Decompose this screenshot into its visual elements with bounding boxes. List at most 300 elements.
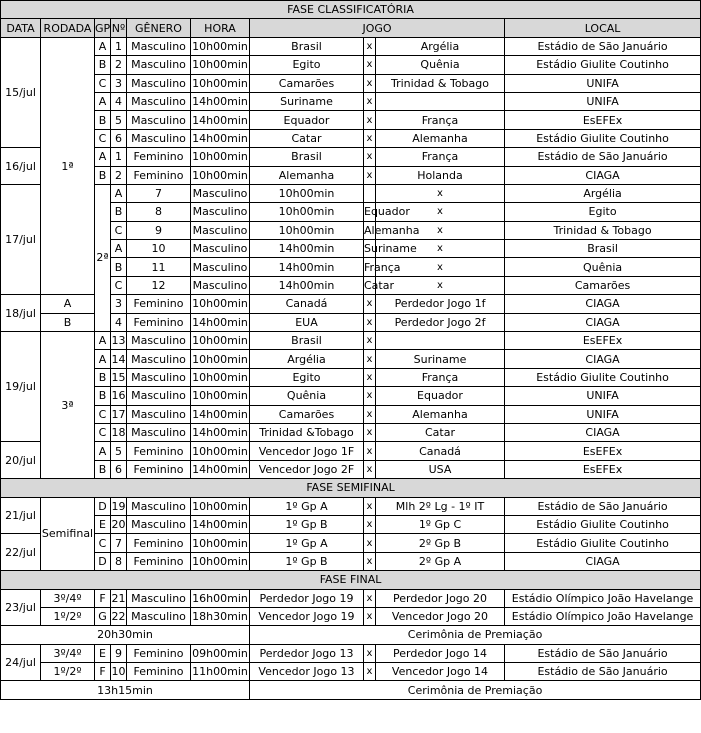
match-num-cell: 2 <box>111 166 127 184</box>
group-cell: A <box>111 240 127 258</box>
column-header-row <box>1 19 701 37</box>
vs-cell: x <box>364 405 376 423</box>
time-cell: 14h00min <box>191 313 250 331</box>
venue-cell: Estádio de São Januário <box>505 644 701 662</box>
round-cell: 3ª <box>41 332 95 479</box>
team1-cell: Equador <box>364 203 376 221</box>
team1-cell: EUA <box>250 313 364 331</box>
gender-cell: Masculino <box>127 368 191 386</box>
date-cell: 17/jul <box>1 184 41 294</box>
time-cell: 10h00min <box>191 37 250 55</box>
vs-cell: x <box>364 663 376 681</box>
venue-cell: UNIFA <box>505 92 701 110</box>
team1-cell: Vencedor Jogo 19 <box>250 607 364 625</box>
venue-cell: EsEFEx <box>505 442 701 460</box>
group-cell: D <box>95 497 111 515</box>
venue-cell: Estádio Giulite Coutinho <box>505 515 701 533</box>
ceremony-event-cell: Cerimônia de Premiação <box>250 626 701 644</box>
venue-cell: Estádio Olímpico João Havelange <box>505 607 701 625</box>
vs-cell: x <box>364 368 376 386</box>
venue-cell: CIAGA <box>505 350 701 368</box>
table-row <box>1 442 701 460</box>
vs-cell: x <box>364 295 376 313</box>
time-cell: 14h00min <box>250 258 364 276</box>
table-row <box>1 423 701 441</box>
time-cell: 14h00min <box>191 111 250 129</box>
time-cell: 14h00min <box>250 240 364 258</box>
group-cell: B <box>95 368 111 386</box>
match-num-cell: 4 <box>111 92 127 110</box>
table-row <box>1 515 701 533</box>
match-num-cell: 3 <box>111 295 127 313</box>
team2-cell: 2º Gp A <box>376 552 505 570</box>
team1-cell: 1º Gp B <box>250 552 364 570</box>
time-cell: 10h00min <box>191 368 250 386</box>
header-gp: GP <box>95 19 111 37</box>
gender-cell: Masculino <box>127 387 191 405</box>
vs-cell: x <box>364 515 376 533</box>
vs-cell: x <box>364 166 376 184</box>
date-cell: 24/jul <box>1 644 41 681</box>
venue-cell: UNIFA <box>505 74 701 92</box>
match-num-cell: 11 <box>127 258 191 276</box>
gender-cell: Masculino <box>127 74 191 92</box>
group-cell: A <box>41 295 95 313</box>
header-num: Nº <box>111 19 127 37</box>
team1-cell: Equador <box>250 111 364 129</box>
team2-cell: Perdedor Jogo 20 <box>376 589 505 607</box>
vs-cell: x <box>376 221 505 239</box>
group-cell: C <box>95 423 111 441</box>
team2-cell: Camarões <box>505 276 701 294</box>
team2-cell: Brasil <box>505 240 701 258</box>
venue-cell: Estádio de São Januário <box>505 148 701 166</box>
match-num-cell: 19 <box>111 497 127 515</box>
team2-cell: França <box>376 368 505 386</box>
group-cell: C <box>95 74 111 92</box>
table-row <box>1 552 701 570</box>
group-cell: B <box>95 460 111 478</box>
gender-cell: Masculino <box>127 607 191 625</box>
team2-cell: Vencedor Jogo 14 <box>376 663 505 681</box>
group-cell: A <box>111 184 127 202</box>
vs-cell: x <box>364 460 376 478</box>
group-cell: A <box>95 332 111 350</box>
vs-cell: x <box>364 350 376 368</box>
team1-cell: Vencedor Jogo 1F <box>250 442 364 460</box>
team2-cell: Holanda <box>376 166 505 184</box>
vs-cell: x <box>376 276 505 294</box>
team1-cell: 1º Gp A <box>250 497 364 515</box>
gender-cell: Masculino <box>127 497 191 515</box>
gender-cell: Masculino <box>191 276 250 294</box>
team1-cell: Brasil <box>250 148 364 166</box>
team2-cell: Alemanha <box>376 405 505 423</box>
date-cell: 23/jul <box>1 589 41 626</box>
team2-cell: Equador <box>376 387 505 405</box>
vs-cell: x <box>364 129 376 147</box>
team1-cell: Canadá <box>250 295 364 313</box>
group-cell: A <box>95 37 111 55</box>
section-title: FASE FINAL <box>1 571 701 589</box>
team2-cell: USA <box>376 460 505 478</box>
date-cell: 21/jul <box>1 497 41 534</box>
table-row <box>1 607 701 625</box>
gender-cell: Feminino <box>127 148 191 166</box>
group-cell: E <box>95 644 111 662</box>
time-cell: 10h00min <box>191 442 250 460</box>
match-num-cell: 9 <box>127 221 191 239</box>
team2-cell: França <box>376 111 505 129</box>
date-cell: 16/jul <box>1 148 41 185</box>
group-cell: F <box>95 589 111 607</box>
venue-cell: CIAGA <box>505 166 701 184</box>
table-row <box>1 350 701 368</box>
vs-cell: x <box>364 442 376 460</box>
venue-cell: UNIFA <box>505 405 701 423</box>
group-cell: B <box>111 203 127 221</box>
team1-cell: Trinidad &Tobago <box>250 423 364 441</box>
section-header-row <box>1 571 701 589</box>
team1-cell: Vencedor Jogo 2F <box>250 460 364 478</box>
group-cell: B <box>95 387 111 405</box>
gender-cell: Masculino <box>191 240 250 258</box>
round-cell: 2ª <box>95 184 111 331</box>
vs-cell: x <box>364 589 376 607</box>
venue-cell: Estádio Giulite Coutinho <box>505 56 701 74</box>
team2-cell: Trinidad & Tobago <box>505 221 701 239</box>
vs-cell: x <box>364 148 376 166</box>
header-genero: GÊNERO <box>127 19 191 37</box>
vs-cell: x <box>364 423 376 441</box>
time-cell: 10h00min <box>191 387 250 405</box>
team1-cell: Alemanha <box>364 221 376 239</box>
team1-cell: 1º Gp A <box>250 534 364 552</box>
time-cell: 10h00min <box>250 221 364 239</box>
team1-cell: 1º Gp B <box>250 515 364 533</box>
match-num-cell: 6 <box>111 129 127 147</box>
team1-cell: Camarões <box>250 405 364 423</box>
section-header-row <box>1 479 701 497</box>
team2-cell: Mlh 2º Lg - 1º IT <box>376 497 505 515</box>
time-cell: 14h00min <box>191 423 250 441</box>
table-row <box>1 74 701 92</box>
table-row <box>1 332 701 350</box>
vs-cell: x <box>376 258 505 276</box>
time-cell: 10h00min <box>191 56 250 74</box>
date-cell: 20/jul <box>1 442 41 479</box>
round-cell: 1ª <box>41 37 95 294</box>
gender-cell: Masculino <box>127 423 191 441</box>
gender-cell: Masculino <box>127 332 191 350</box>
time-cell: 14h00min <box>250 276 364 294</box>
match-num-cell: 18 <box>111 423 127 441</box>
vs-cell: x <box>376 184 505 202</box>
team1-cell: Alemanha <box>250 166 364 184</box>
venue-cell: EsEFEx <box>505 111 701 129</box>
match-num-cell: 10 <box>127 240 191 258</box>
section-header-row <box>1 1 701 19</box>
time-cell: 10h00min <box>191 166 250 184</box>
vs-cell: x <box>376 240 505 258</box>
round-cell: 1º/2º <box>41 607 95 625</box>
team1-cell: Perdedor Jogo 13 <box>250 644 364 662</box>
time-cell: 14h00min <box>191 460 250 478</box>
time-cell: 10h00min <box>191 497 250 515</box>
table-row <box>1 589 701 607</box>
team1-cell: Egito <box>250 368 364 386</box>
group-cell: G <box>95 607 111 625</box>
time-cell: 10h00min <box>191 552 250 570</box>
gender-cell: Masculino <box>127 56 191 74</box>
match-num-cell: 13 <box>111 332 127 350</box>
venue-cell: Estádio de São Januário <box>505 663 701 681</box>
table-row <box>1 166 701 184</box>
match-num-cell: 17 <box>111 405 127 423</box>
vs-cell: x <box>364 74 376 92</box>
gender-cell: Feminino <box>127 295 191 313</box>
venue-cell: Estádio Olímpico João Havelange <box>505 589 701 607</box>
time-cell: 16h00min <box>191 589 250 607</box>
table-row <box>1 460 701 478</box>
venue-cell: CIAGA <box>505 295 701 313</box>
table-row <box>1 368 701 386</box>
time-cell: 10h00min <box>191 148 250 166</box>
team1-cell: Brasil <box>250 37 364 55</box>
section-title: FASE SEMIFINAL <box>1 479 701 497</box>
ceremony-time-cell: 20h30min <box>1 626 250 644</box>
gender-cell: Masculino <box>127 37 191 55</box>
vs-cell: x <box>376 203 505 221</box>
team2-cell: Vencedor Jogo 20 <box>376 607 505 625</box>
round-cell: 3º/4º <box>41 644 95 662</box>
table-row <box>1 497 701 515</box>
ceremony-time-cell: 13h15min <box>1 681 250 699</box>
venue-cell: Estádio de São Januário <box>505 497 701 515</box>
table-row <box>1 534 701 552</box>
group-cell: C <box>111 221 127 239</box>
team1-cell: Catar <box>250 129 364 147</box>
venue-cell: CIAGA <box>505 552 701 570</box>
vs-cell: x <box>364 552 376 570</box>
header-local: LOCAL <box>505 19 701 37</box>
table-row <box>1 387 701 405</box>
gender-cell: Masculino <box>127 589 191 607</box>
team2-cell: Argélia <box>376 37 505 55</box>
table-row <box>1 37 701 55</box>
header-rodada: RODADA <box>41 19 95 37</box>
team2-cell: França <box>376 148 505 166</box>
date-cell: 15/jul <box>1 37 41 147</box>
time-cell: 10h00min <box>191 74 250 92</box>
gender-cell: Masculino <box>127 515 191 533</box>
date-cell: 22/jul <box>1 534 41 571</box>
match-num-cell: 6 <box>111 460 127 478</box>
time-cell: 10h00min <box>191 295 250 313</box>
time-cell: 10h00min <box>191 350 250 368</box>
group-cell: B <box>95 56 111 74</box>
gender-cell: Feminino <box>127 552 191 570</box>
venue-cell: CIAGA <box>505 313 701 331</box>
gender-cell: Feminino <box>127 460 191 478</box>
table-row <box>1 56 701 74</box>
vs-cell: x <box>364 37 376 55</box>
group-cell: B <box>95 166 111 184</box>
match-num-cell: 1 <box>111 37 127 55</box>
time-cell: 14h00min <box>191 515 250 533</box>
gender-cell: Feminino <box>127 166 191 184</box>
team1-cell: Quênia <box>250 387 364 405</box>
group-cell: A <box>95 350 111 368</box>
team2-cell: 1º Gp C <box>376 515 505 533</box>
section-title: FASE CLASSIFICATÓRIA <box>1 1 701 19</box>
venue-cell: EsEFEx <box>505 460 701 478</box>
team2-cell: 2º Gp B <box>376 534 505 552</box>
ceremony-row <box>1 626 701 644</box>
gender-cell: Masculino <box>127 405 191 423</box>
time-cell: 10h00min <box>191 534 250 552</box>
team2-cell: Canadá <box>376 442 505 460</box>
gender-cell: Feminino <box>127 313 191 331</box>
team2-cell: Perdedor Jogo 2f <box>376 313 505 331</box>
match-num-cell: 5 <box>111 442 127 460</box>
table-row <box>1 148 701 166</box>
gender-cell: Masculino <box>191 258 250 276</box>
group-cell: C <box>111 276 127 294</box>
team2-cell: Suriname <box>376 350 505 368</box>
round-cell: 1º/2º <box>41 663 95 681</box>
vs-cell: x <box>364 313 376 331</box>
vs-cell: x <box>364 387 376 405</box>
gender-cell: Masculino <box>191 203 250 221</box>
venue-cell: Estádio Giulite Coutinho <box>505 368 701 386</box>
table-row <box>1 92 701 110</box>
header-data: DATA <box>1 19 41 37</box>
venue-cell: Estádio Giulite Coutinho <box>505 129 701 147</box>
table-row <box>1 663 701 681</box>
gender-cell: Masculino <box>191 221 250 239</box>
venue-cell: EsEFEx <box>505 332 701 350</box>
date-cell: 19/jul <box>1 332 41 442</box>
team2-cell: Perdedor Jogo 1f <box>376 295 505 313</box>
table-row <box>1 184 701 202</box>
round-cell: Semifinal <box>41 497 95 571</box>
team2-cell: Egito <box>505 203 701 221</box>
match-num-cell: 20 <box>111 515 127 533</box>
ceremony-row <box>1 681 701 699</box>
vs-cell: x <box>364 111 376 129</box>
team2-cell: Perdedor Jogo 14 <box>376 644 505 662</box>
gender-cell: Feminino <box>127 534 191 552</box>
team2-cell <box>376 92 505 110</box>
match-num-cell: 22 <box>111 607 127 625</box>
time-cell: 14h00min <box>191 405 250 423</box>
venue-cell: Estádio Giulite Coutinho <box>505 534 701 552</box>
match-num-cell: 5 <box>111 111 127 129</box>
team1-cell: Camarões <box>250 74 364 92</box>
time-cell: 10h00min <box>250 203 364 221</box>
time-cell: 14h00min <box>191 92 250 110</box>
group-cell: B <box>111 258 127 276</box>
group-cell: A <box>95 442 111 460</box>
match-num-cell: 10 <box>111 663 127 681</box>
gender-cell: Feminino <box>127 442 191 460</box>
team2-cell: Quênia <box>376 56 505 74</box>
match-num-cell: 1 <box>111 148 127 166</box>
match-num-cell: 12 <box>127 276 191 294</box>
team1-cell: Suriname <box>364 240 376 258</box>
match-num-cell: 21 <box>111 589 127 607</box>
round-cell: 3º/4º <box>41 589 95 607</box>
vs-cell: x <box>364 332 376 350</box>
vs-cell: x <box>364 92 376 110</box>
team2-cell: Alemanha <box>376 129 505 147</box>
group-cell: D <box>95 552 111 570</box>
group-cell: A <box>95 92 111 110</box>
match-num-cell: 8 <box>127 203 191 221</box>
team1-cell: Egito <box>250 56 364 74</box>
header-jogo: JOGO <box>250 19 505 37</box>
team1-cell: Perdedor Jogo 19 <box>250 589 364 607</box>
match-num-cell: 8 <box>111 552 127 570</box>
group-cell: C <box>95 405 111 423</box>
team2-cell: Catar <box>376 423 505 441</box>
date-cell: 18/jul <box>1 295 41 332</box>
table-row <box>1 111 701 129</box>
team1-cell: Vencedor Jogo 13 <box>250 663 364 681</box>
team1-cell: Catar <box>364 276 376 294</box>
team1-cell: França <box>364 258 376 276</box>
time-cell: 18h30min <box>191 607 250 625</box>
table-row <box>1 129 701 147</box>
time-cell: 11h00min <box>191 663 250 681</box>
gender-cell: Masculino <box>127 129 191 147</box>
team2-cell <box>376 332 505 350</box>
time-cell: 09h00min <box>191 644 250 662</box>
group-cell: E <box>95 515 111 533</box>
ceremony-event-cell: Cerimônia de Premiação <box>250 681 701 699</box>
table-row <box>1 644 701 662</box>
group-cell: C <box>95 129 111 147</box>
team1-cell: Argélia <box>250 350 364 368</box>
match-num-cell: 7 <box>127 184 191 202</box>
time-cell: 10h00min <box>250 184 364 202</box>
gender-cell: Masculino <box>191 184 250 202</box>
group-cell: A <box>95 148 111 166</box>
vs-cell: x <box>364 56 376 74</box>
venue-cell: CIAGA <box>505 423 701 441</box>
gender-cell: Masculino <box>127 350 191 368</box>
team2-cell: Trinidad & Tobago <box>376 74 505 92</box>
gender-cell: Feminino <box>127 663 191 681</box>
venue-cell: UNIFA <box>505 387 701 405</box>
header-hora: HORA <box>191 19 250 37</box>
vs-cell: x <box>364 534 376 552</box>
vs-cell: x <box>364 644 376 662</box>
match-num-cell: 15 <box>111 368 127 386</box>
vs-cell: x <box>364 497 376 515</box>
group-cell: B <box>95 111 111 129</box>
match-num-cell: 2 <box>111 56 127 74</box>
match-num-cell: 14 <box>111 350 127 368</box>
match-num-cell: 9 <box>111 644 127 662</box>
team2-cell: Argélia <box>505 184 701 202</box>
team1-cell: Suriname <box>250 92 364 110</box>
group-cell: F <box>95 663 111 681</box>
group-cell: C <box>95 534 111 552</box>
match-num-cell: 4 <box>111 313 127 331</box>
group-cell: B <box>41 313 95 331</box>
